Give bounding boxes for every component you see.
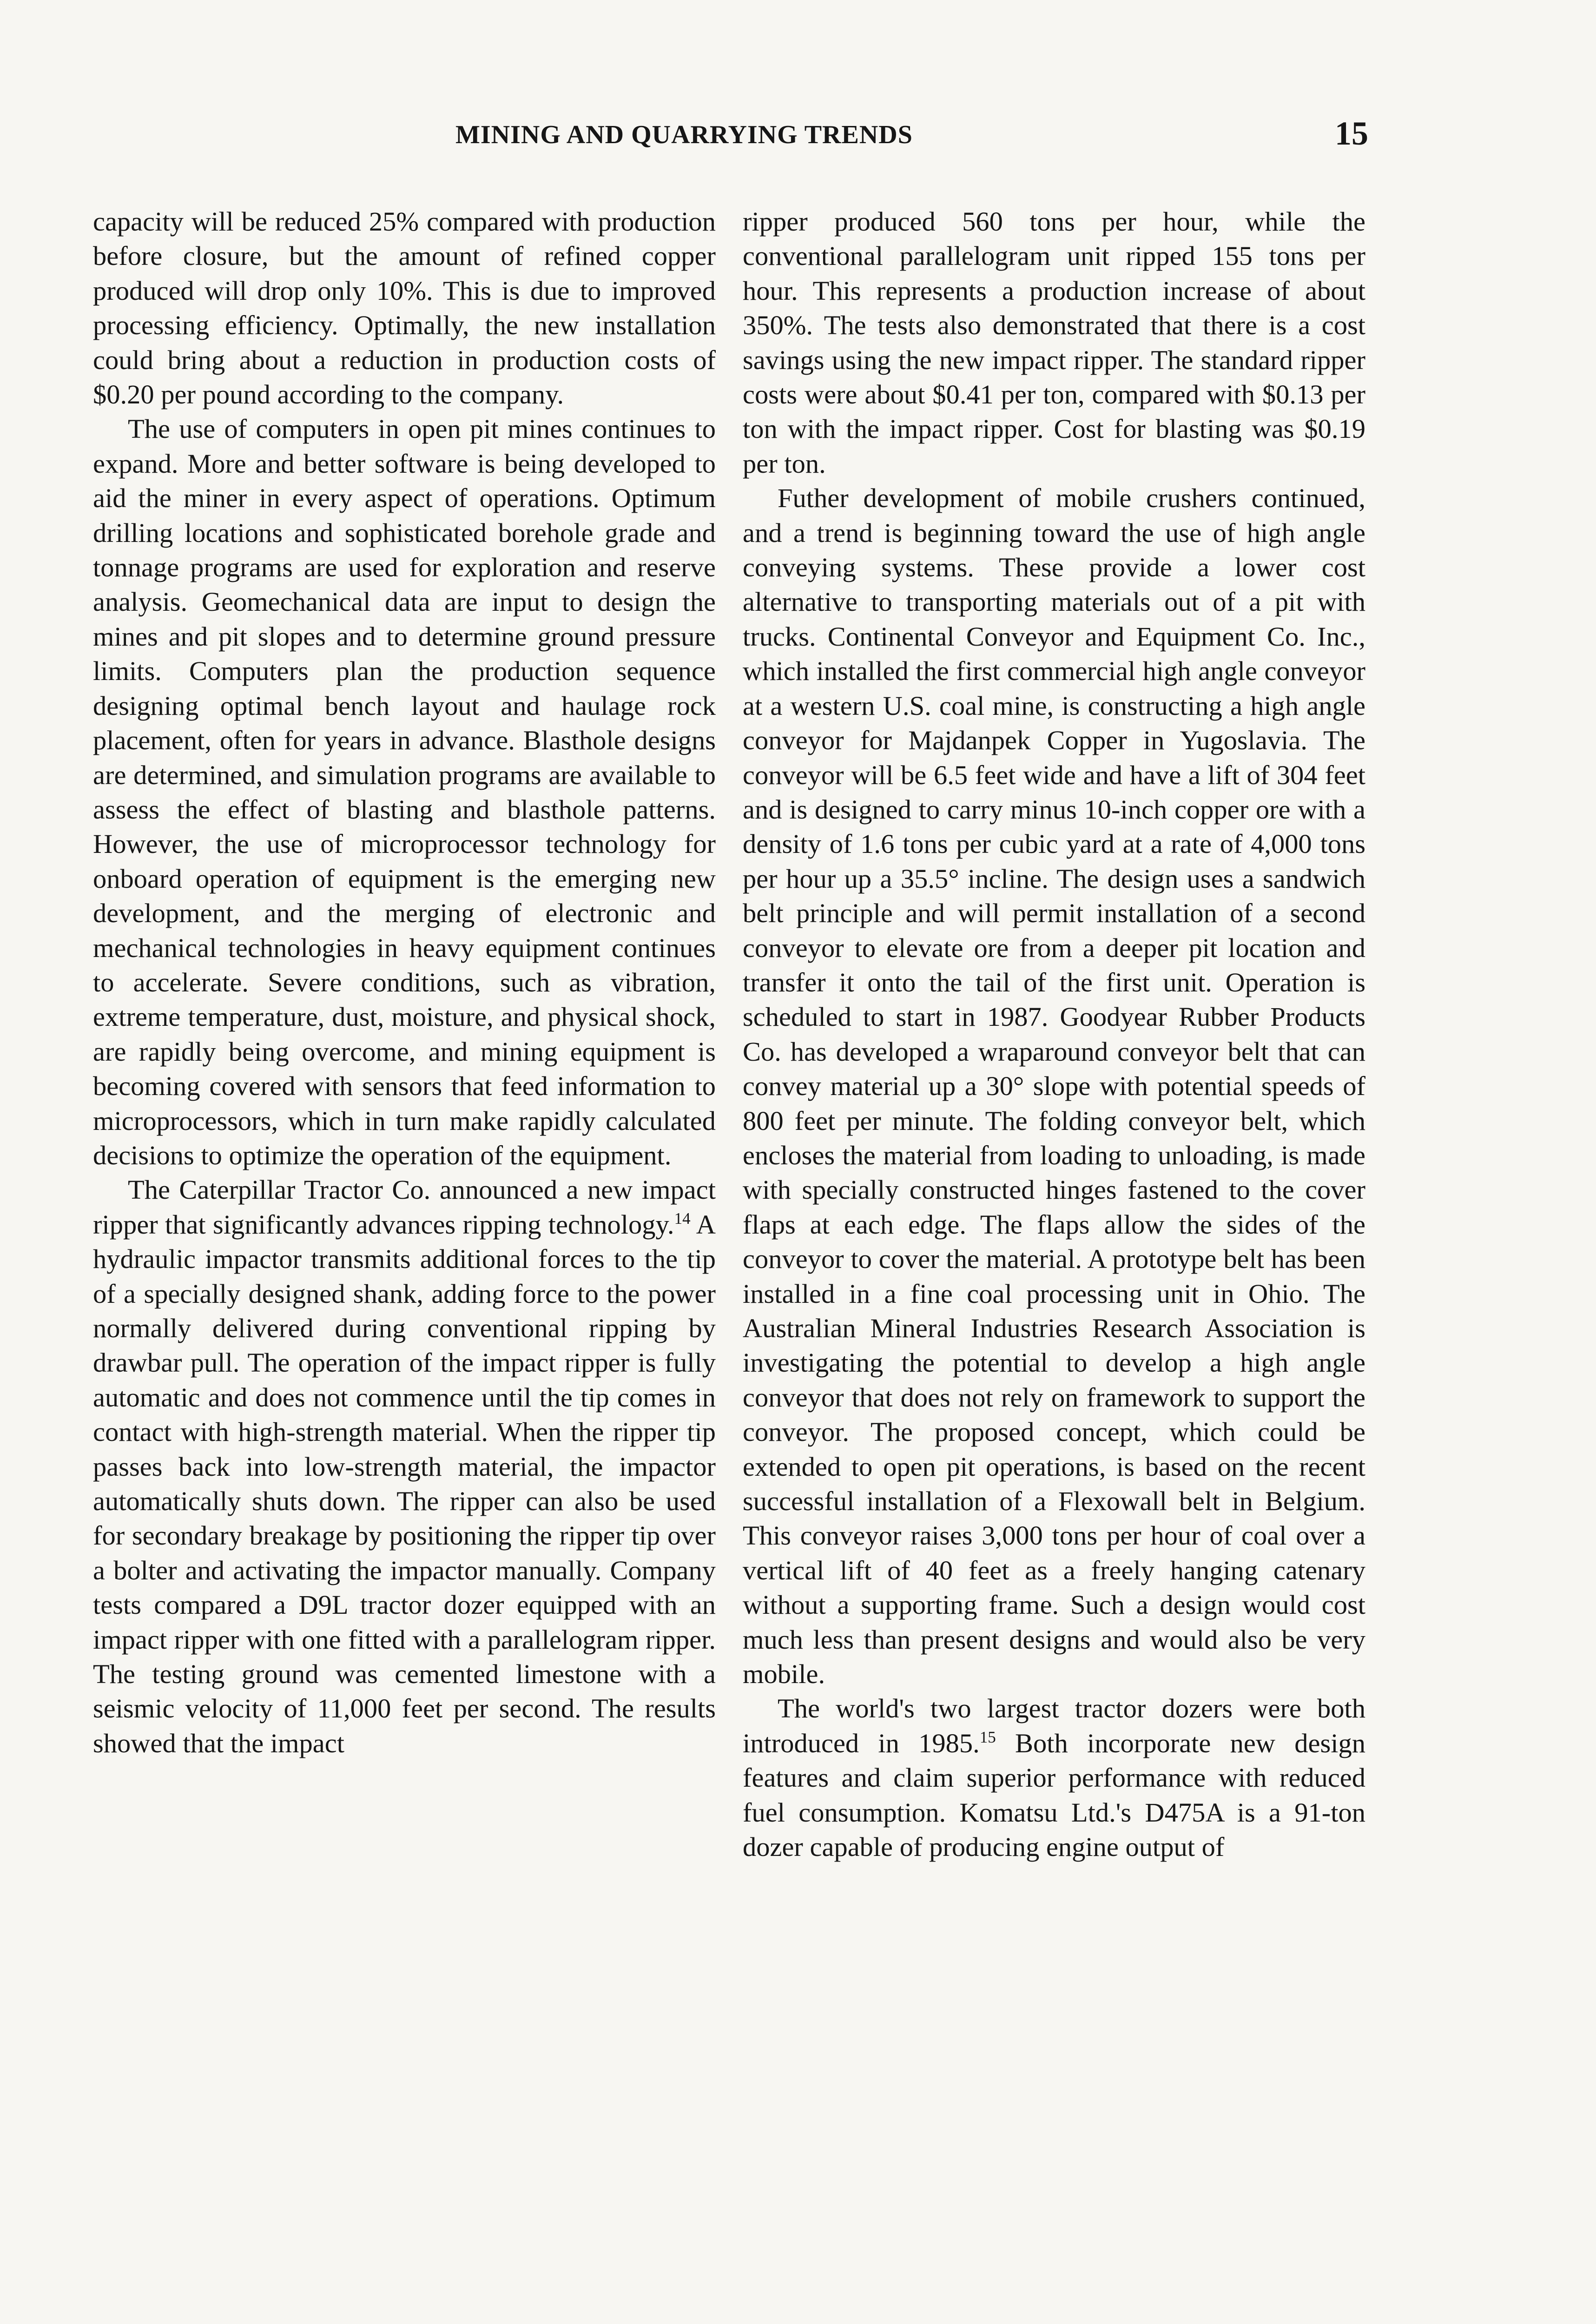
footnote-ref-14: 14	[674, 1209, 691, 1228]
left-paragraph-3-text-a: The Caterpillar Tractor Co. announced a new impact ripper that significantly advances ripping technology.	[93, 1175, 716, 1240]
right-paragraph-3-text-a: The world's two largest tractor dozers were both introduced in 1985.	[743, 1693, 1365, 1758]
right-paragraph-3-text-b: Both incorporate new design features and claim superior performance with reduced fuel consumption. Komatsu Ltd.'s D475A is a 91-ton dozer capable of producing engine output of	[743, 1728, 1365, 1862]
running-header-title: MINING AND QUARRYING TRENDS	[455, 120, 913, 149]
left-paragraph-1: capacity will be reduced 25% compared with production before closure, but the amount of refined copper produced will drop only 10%. This is due to improved processing efficiency. Optimally, the new installation could bring about a reduction in production costs of $0.20 per pound according to the company.	[93, 206, 716, 410]
right-paragraph-3	[743, 1691, 1365, 1864]
right-column	[743, 205, 1365, 1865]
left-paragraph-3-text-b: A hydraulic impactor transmits additional forces to the tip of a specially designed shank, adding force to the power normally delivered during conventional ripping by drawbar pull. The operation of the impact ripper is fully automatic and does not commence until the tip comes in contact with high-strength material. When the ripper tip passes back into low-strength material, the impactor automatically shuts down. The ripper can also be used for secondary breakage by positioning the ripper tip over a bolter and activating the impactor manually. Company tests compared a D9L tractor dozer equipped with an impact ripper with one fitted with a parallelogram ripper. The testing ground was cemented limestone with a seismic velocity of 11,000 feet per second. The results showed that the impact	[93, 1209, 716, 1758]
page-number: 15	[1335, 115, 1368, 152]
left-paragraph-3	[93, 1173, 716, 1761]
right-paragraph-1: ripper produced 560 tons per hour, while the conventional parallelogram unit ripped 155 tons per hour. This represents a production increase of about 350%. The tests also demonstrated that there is a cost savings using the new impact ripper. The standard ripper costs were about $0.41 per ton, compared with $0.13 per ton with the impact ripper. Cost for blasting was $0.19 per ton.	[743, 206, 1365, 479]
footnote-ref-15: 15	[979, 1728, 996, 1746]
left-column	[93, 205, 716, 1761]
left-paragraph-2: The use of computers in open pit mines continues to expand. More and better software is being developed to aid the miner in every aspect of operations. Optimum drilling locations and sophisticated borehole grade and tonnage programs are used for exploration and reserve analysis. Geomechanical data are input to design the mines and pit slopes and to determine ground pressure limits. Computers plan the production sequence designing optimal bench layout and haulage rock placement, often for years in advance. Blasthole designs are determined, and simulation programs are available to assess the effect of blasting and blasthole patterns. However, the use of microprocessor technology for onboard operation of equipment is the emerging new development, and the merging of electronic and mechanical technologies in heavy equipment continues to accelerate. Severe conditions, such as vibration, extreme temperature, dust, moisture, and physical shock, are rapidly being overcome, and mining equipment is becoming covered with sensors that feed information to microprocessors, which in turn make rapidly calculated decisions to optimize the operation of the equipment.	[93, 414, 716, 1170]
right-paragraph-2: Futher development of mobile crushers continued, and a trend is beginning toward the use of high angle conveying systems. These provide a lower cost alternative to transporting materials out of a pit with trucks. Continental Conveyor and Equipment Co. Inc., which installed the first commercial high angle conveyor at a western U.S. coal mine, is constructing a high angle conveyor for Majdanpek Copper in Yugoslavia. The conveyor will be 6.5 feet wide and have a lift of 304 feet and is designed to carry minus 10-inch copper ore with a density of 1.6 tons per cubic yard at a rate of 4,000 tons per hour up a 35.5° incline. The design uses a sandwich belt principle and will permit installation of a second conveyor to elevate ore from a deeper pit location and transfer it onto the tail of the first unit. Operation is scheduled to start in 1987. Goodyear Rubber Products Co. has developed a wraparound conveyor belt that can convey material up a 30° slope with potential speeds of 800 feet per minute. The folding conveyor belt, which encloses the material from loading to unloading, is made with specially constructed hinges fastened to the cover flaps at each edge. The flaps allow the sides of the conveyor to cover the material. A prototype belt has been installed in a fine coal processing unit in Ohio. The Australian Mineral Industries Research Association is investigating the potential to develop a high angle conveyor that does not rely on framework to support the conveyor. The proposed concept, which could be extended to open pit operations, is based on the recent successful installation of a Flexowall belt in Belgium. This conveyor raises 3,000 tons per hour of coal over a vertical lift of 40 feet as a freely hanging catenary without a supporting frame. Such a design would cost much less than present designs and would also be very mobile.	[743, 483, 1365, 1690]
